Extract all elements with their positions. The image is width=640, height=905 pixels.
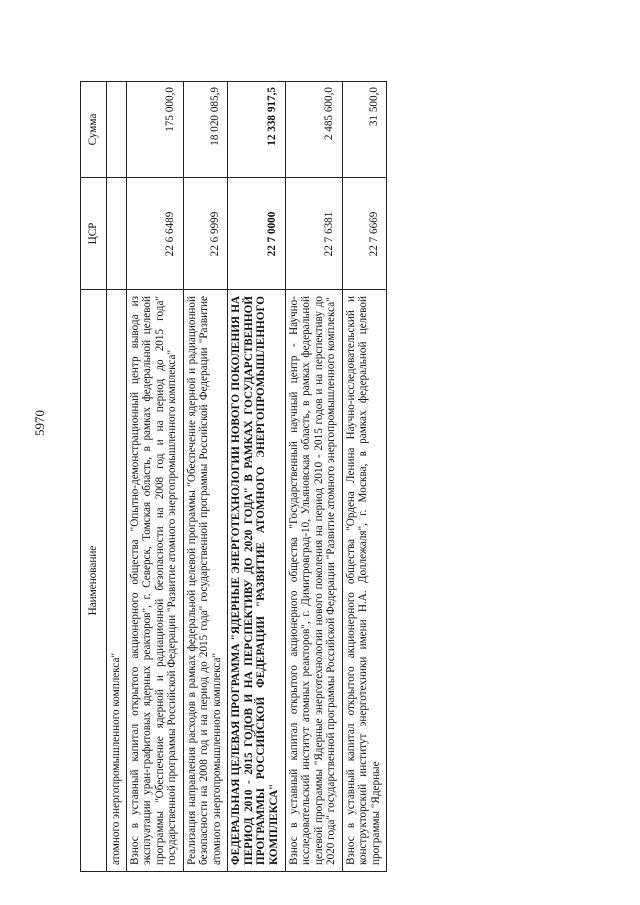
table-row <box>126 82 183 872</box>
row-name: Взнос в уставный капитал открытого акционерного общества "Государственный научный центр - Научно-исследовательский институт атомных реакторов", г. Димитровград-10, Ульяновская область, в рамках федеральной целевой программы "Ядерные энерготехнологии нового поколения на период 2010 - 2015 годов и на перспективу до 2020 года" государственной программы Российской Федерации "Развитие атомного энергопромышленного комплекса" <box>285 290 342 872</box>
row-sum: 175 000,0 <box>126 82 183 178</box>
row-sum: 2 485 600,0 <box>285 82 342 178</box>
table-row-section-total <box>228 82 285 872</box>
header-sum: Сумма <box>81 82 107 178</box>
table-row <box>107 82 127 872</box>
row-code <box>107 178 127 290</box>
table-row <box>285 82 342 872</box>
row-name: ФЕДЕРАЛЬНАЯ ЦЕЛЕВАЯ ПРОГРАММА "ЯДЕРНЫЕ ЭНЕРГОТЕХНОЛОГИИ НОВОГО ПОКОЛЕНИЯ НА ПЕРИОД 2010 - 2015 ГОДОВ И НА ПЕРСПЕКТИВУ ДО 2020 ГОДА" В РАМКАХ ГОСУДАРСТВЕННОЙ ПРОГРАММЫ РОССИЙСКОЙ ФЕДЕРАЦИИ "РАЗВИТИЕ АТОМНОГО ЭНЕРГОПРОМЫШЛЕННОГО КОМПЛЕКСА" <box>228 290 285 872</box>
row-name: Реализация направления расходов в рамках федеральной целевой программы "Обеспечение ядерной и радиационной безопасности на 2008 год и на период до 2015 года" государственной программы Российской Федерации "Развитие атомного энергопромышленного комплекса" <box>183 290 228 872</box>
row-sum: 12 338 917,5 <box>228 82 285 178</box>
row-name: Взнос в уставный капитал открытого акционерного общества "Опытно-демонстрационный центр вывода из эксплуатации уран-графитовых ядерных реакторов", г. Северск, Томская область, в рамках федеральной целевой программы "Обеспечение ядерной и радиационной безопасности на 2008 год и на период до 2015 года" государственной программы Российской Федерации "Развитие атомного энергопромышленного комплекса" <box>126 290 183 872</box>
table-row <box>342 82 387 872</box>
row-sum: 18 020 085,9 <box>183 82 228 178</box>
row-code: 22 7 6669 <box>342 178 387 290</box>
table-header-row <box>81 82 107 872</box>
row-code: 22 7 0000 <box>228 178 285 290</box>
table-row <box>183 82 228 872</box>
row-name: атомного энергопромышленного комплекса" <box>107 290 127 872</box>
row-sum <box>107 82 127 178</box>
row-sum: 31 500,0 <box>342 82 387 178</box>
row-code: 22 6 9999 <box>183 178 228 290</box>
row-name: Взнос в уставный капитал открытого акционерного общества "Ордена Ленина Научно-исследовательский и конструкторский институт энерготехники имени Н.А. Доллежаля", г. Москва, в рамках федеральной целевой программы "Ядерные <box>342 290 387 872</box>
budget-table <box>80 81 387 872</box>
header-code: ЦСР <box>81 178 107 290</box>
page-number: 5970 <box>32 410 47 436</box>
budget-table-sheet <box>80 82 585 872</box>
row-code: 22 6 6489 <box>126 178 183 290</box>
header-name: Наименование <box>81 290 107 872</box>
row-code: 22 7 6381 <box>285 178 342 290</box>
